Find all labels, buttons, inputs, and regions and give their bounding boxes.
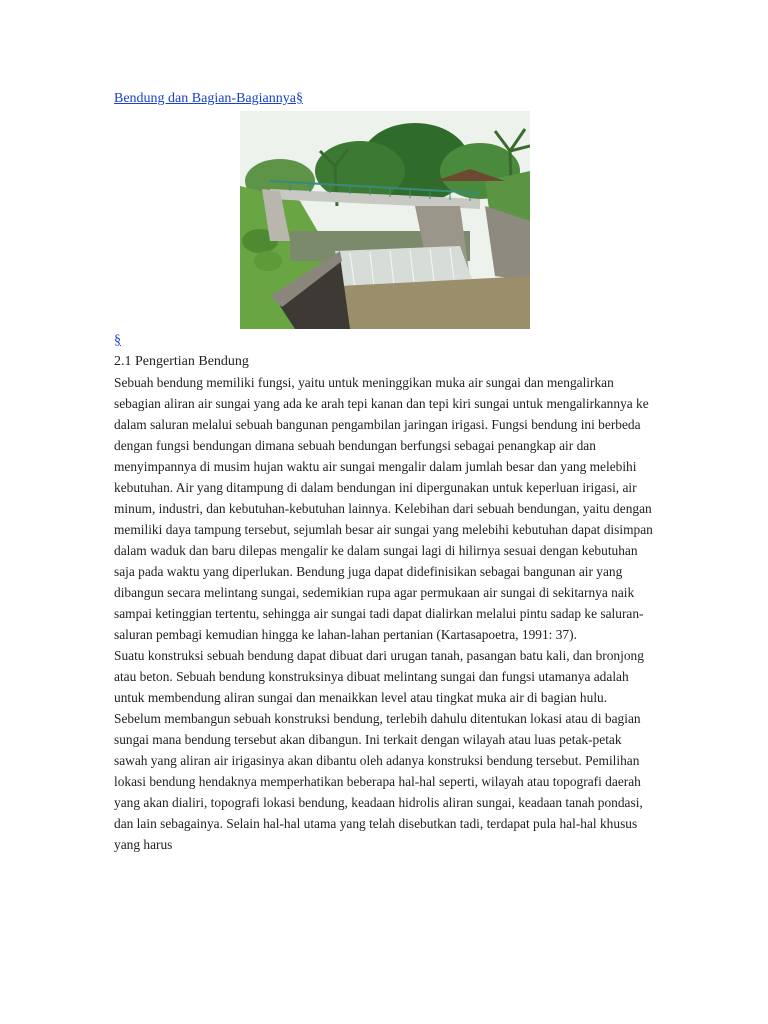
document-title-link[interactable]: Bendung dan Bagian-Bagiannya§ (114, 91, 303, 106)
weir-photo (240, 111, 530, 329)
document-page (114, 88, 654, 855)
section-heading: 2.1 Pengertian Bendung (114, 354, 249, 369)
paragraph: Sebuah bendung memiliki fungsi, yaitu untuk meninggikan muka air sungai dan mengalirkan sebagian aliran air sungai yang ada ke arah tepi kanan dan tepi kiri sungai untuk mengalirkannya ke dalam saluran melalui sebuah bangunan pengambilan jaringan irigasi. Fungsi bendung ini berbeda dengan fungsi bendungan dimana sebuah bendungan berfungsi sebagai penangkap air dan menyimpannya di musim hujan waktu air sungai mengalir dalam jumlah besar dan yang melebihi kebutuhan. Air yang ditampung di dalam bendungan ini dipergunakan untuk keperluan irigasi, air minum, industri, dan kebutuhan-kebutuhan lainnya. Kelebihan dari sebuah bendungan, yaitu dengan memiliki daya tampung tersebut, sejumlah besar air sungai yang melebihi kebutuhan dapat disimpan dalam waduk dan baru dilepas mengalir ke dalam sungai lagi di hilirnya sesuai dengan kebutuhan saja pada waktu yang diperlukan. Bendung juga dapat didefinisikan sebagai bangunan air yang dibangun secara melintang sungai, sedemikian rupa agar permukaan air sungai di sekitarnya naik sampai ketinggian tertentu, sehingga air sungai tadi dapat dialirkan melalui pintu sadap ke saluran-saluran pembagi kemudian hingga ke lahan-lahan pertanian (Kartasapoetra, 1991: 37). (114, 375, 653, 642)
paragraph: Suatu konstruksi sebuah bendung dapat dibuat dari urugan tanah, pasangan batu kali, dan bronjong atau beton. Sebuah bendung konstruksinya dibuat melintang sungai dan fungsi utamanya adalah untuk membendung aliran sungai dan menaikkan level atau tingkat muka air di bagian hulu. Sebelum membangun sebuah konstruksi bendung, terlebih dahulu ditentukan lokasi atau di bagian sungai mana bendung tersebut akan dibangun. Ini terkait dengan wilayah atau luas petak-petak sawah yang aliran air irigasinya akan dibantu oleh adanya konstruksi bendung tersebut. Pemilihan lokasi bendung hendaknya memperhatikan beberapa hal-hal seperti, wilayah atau topografi daerah yang akan dialiri, topografi lokasi bendung, keadaan hidrolis aliran sungai, keadaan tanah pondasi, dan lain sebagainya. Selain hal-hal utama yang telah disebutkan tadi, terdapat pula hal-hal khusus yang harus (114, 648, 644, 852)
section-anchor-link[interactable]: § (114, 333, 121, 348)
